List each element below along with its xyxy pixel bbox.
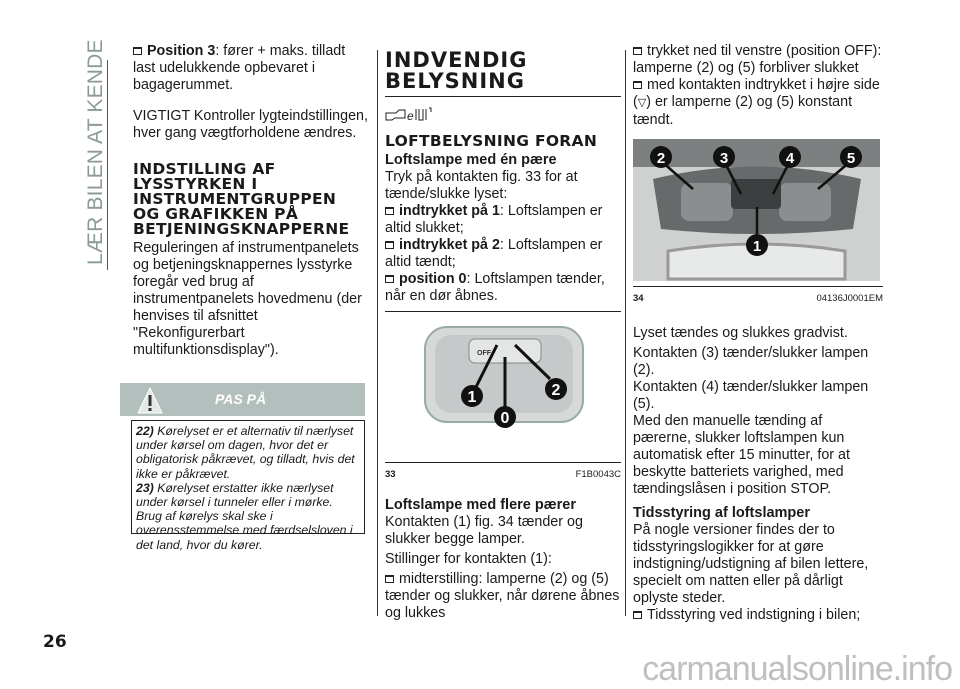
chapter-heading: INDVENDIG BELYSNING [385, 50, 621, 97]
watermark: carmanualsonline.info [642, 650, 952, 688]
subheading: Loftslampe med flere pærer [385, 497, 576, 513]
paragraph: Lyset tændes og slukkes gradvist. [633, 325, 848, 341]
list-item: indtrykket på 1: Loftslampen er altid slukket; [385, 203, 603, 236]
paragraph: Tryk på kontakten fig. 33 for at tænde/slukke lyset: [385, 169, 578, 202]
note: 23) Kørelyset erstatter ikke nærlyset under kørsel i tunneler eller i mørke. Brug af kørelys skal ske i overensstemmelse med færdselsloven i det land, hvor du kører. [136, 480, 353, 552]
figure-33 [385, 319, 621, 483]
paragraph: Position 3: fører + maks. tilladt last udelukkende opbevaret i bagagerummet. [133, 43, 346, 93]
side-title-text: LÆR BILEN AT KENDE [84, 39, 107, 265]
figure-caption: 34 04136J0001EM [633, 286, 883, 307]
column-1 [133, 43, 368, 359]
list-item: position 0: Loftslampen tænder, når en dør åbnes. [385, 271, 605, 304]
bullet-icon [133, 47, 142, 55]
column-divider [625, 50, 626, 616]
svg-text:5: 5 [846, 150, 856, 167]
list-item: trykket ned til venstre (position OFF): lamperne (2) og (5) forbliver slukket [633, 43, 882, 76]
figure-caption: 33 F1B0043C [385, 462, 621, 483]
paragraph: VIGTIGT Kontroller lygteindstillingen, hver gang vægtforholdene ændres. [133, 108, 368, 141]
warning-icon [134, 386, 166, 414]
section-heading: INDSTILLING AF LYSSTYRKEN I INSTRUMENTGRUPPEN OG GRAFIKKEN PÅ BETJENINGSKNAPPERNE [133, 160, 350, 238]
subheading: Tidsstyring af loftslamper [633, 505, 810, 521]
list-item: midterstilling: lamperne (2) og (5) tænder og slukker, når dørene åbnes og lukkes [385, 571, 620, 621]
svg-text:1: 1 [467, 389, 477, 406]
paragraph: Kontakten (4) tænder/slukker lampen (5). [633, 379, 869, 412]
paragraph: Kontakten (1) fig. 34 tænder og slukker begge lamper. [385, 514, 583, 547]
paragraph: Stillinger for kontakten (1): [385, 551, 552, 567]
section-side-title [84, 39, 108, 270]
paragraph: På nogle versioner findes der to tidsstyringslogikker for at gøre indstigning/udstigning af bilen lettere, specielt om natten eller på dårligt oplyste steder. [633, 522, 869, 606]
column-2 [385, 50, 621, 622]
svg-text:e: e [407, 109, 414, 123]
figure-34 [633, 139, 883, 307]
subsection-heading: LOFTBELYSNING FORAN [385, 132, 598, 150]
column-3 [633, 43, 883, 624]
warning-banner [120, 383, 365, 416]
svg-text:4: 4 [785, 150, 795, 167]
list-item: med kontakten indtrykket i højre side (▽) er lamperne (2) og (5) konstant tændt. [633, 77, 880, 128]
dome-light-icon: ▽ [637, 97, 647, 109]
warning-notes [131, 420, 365, 552]
column-divider [377, 50, 378, 616]
hand-pointer-icon [385, 105, 435, 123]
svg-text:2: 2 [656, 150, 666, 167]
svg-text:0: 0 [500, 410, 510, 427]
svg-text:2: 2 [551, 382, 561, 399]
page-number: 26 [43, 632, 67, 652]
paragraph: Kontakten (3) tænder/slukker lampen (2). [633, 345, 869, 378]
list-item: indtrykket på 2: Loftslampen er altid tændt; [385, 237, 603, 270]
note: 22) Kørelyset er et alternativ til nærlyset under kørsel om dagen, hvor det er obligatorisk påkrævet, og tilladt, hvis det ikke er påkrævet. [136, 424, 355, 481]
warning-title: PAS PÅ [215, 391, 267, 407]
list-item: Tidsstyring ved indstigning i bilen; [633, 607, 883, 624]
overhead-console-photo [633, 139, 880, 281]
svg-text:3: 3 [719, 150, 729, 167]
svg-text:1: 1 [752, 238, 762, 255]
svg-text:OFF: OFF [477, 350, 491, 357]
switch-illustration [385, 319, 621, 457]
paragraph: Reguleringen af instrumentpanelets og betjeningsknappernes lysstyrke foregår ved brug af instrumentpanelets hovedmenu (der henvises til afsnittet "Rekonfigurerbart multifunktionsdisplay"). [133, 240, 362, 358]
paragraph: Med den manuelle tænding af pærerne, slukker loftslampen kun automatisk efter 15 minutter, for at beskytte batteriets varighed, med tændingslåsen i position STOP. [633, 413, 850, 497]
subheading: Loftslampe med én pære [385, 152, 557, 168]
